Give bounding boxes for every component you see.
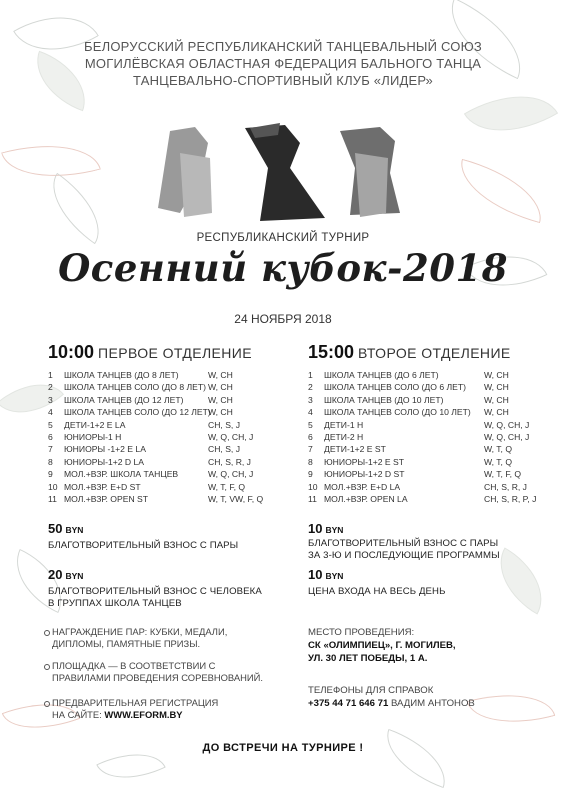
dancer-couple-center bbox=[245, 123, 325, 221]
program-row bbox=[308, 370, 533, 382]
program-number: 9 bbox=[48, 469, 53, 480]
dancer-couple-right bbox=[340, 127, 400, 217]
fee-2-description: БЛАГОТВОРИТЕЛЬНЫЙ ВЗНОС С ЧЕЛОВЕКА В ГРУППАХ ШКОЛА ТАНЦЕВ bbox=[48, 586, 262, 609]
program-row bbox=[308, 420, 533, 432]
phone-label: ТЕЛЕФОНЫ ДЛЯ СПРАВОК bbox=[308, 685, 434, 696]
program-number: 2 bbox=[48, 382, 53, 393]
session-2-name: ВТОРОЕ ОТДЕЛЕНИЕ bbox=[358, 345, 511, 361]
venue-block bbox=[308, 626, 456, 665]
event-subtitle: РЕСПУБЛИКАНСКИЙ ТУРНИР bbox=[196, 232, 370, 244]
registration-site-link[interactable]: WWW.EFORM.BY bbox=[104, 709, 183, 720]
program-dances: CH, S, R, J bbox=[484, 481, 527, 492]
registration-note: ПРЕДВАРИТЕЛЬНАЯ РЕГИСТРАЦИЯ НА САЙТЕ: WWW.EFORM.BY bbox=[52, 697, 219, 720]
program-row bbox=[48, 395, 268, 407]
program-row bbox=[48, 407, 268, 419]
session-1-program-list bbox=[48, 370, 268, 506]
program-number: 4 bbox=[48, 407, 53, 418]
venue-line-2: УЛ. 30 ЛЕТ ПОБЕДЫ, 1 А. bbox=[308, 653, 428, 664]
program-dances: W, T, F, Q bbox=[208, 481, 246, 492]
program-row bbox=[308, 493, 537, 506]
program-dances: W, CH bbox=[484, 407, 509, 418]
program-dances: W, CH bbox=[208, 370, 233, 380]
program-name: ЮНИОРЫ -1+2 E LA bbox=[64, 444, 146, 455]
dancer-couple-left bbox=[158, 127, 212, 217]
program-row bbox=[308, 395, 533, 407]
venue-label: МЕСТО ПРОВЕДЕНИЯ: bbox=[308, 627, 415, 638]
program-dances: W, Q, CH, J bbox=[208, 431, 254, 442]
program-row bbox=[48, 444, 268, 456]
session-2-program-list bbox=[308, 370, 537, 506]
program-name: МОЛ.+ВЗР. E+D ST bbox=[64, 481, 141, 492]
program-row bbox=[48, 494, 268, 506]
footer-message: ДО ВСТРЕЧИ НА ТУРНИРЕ ! bbox=[202, 742, 364, 754]
program-dances: W, T, Q bbox=[484, 456, 513, 467]
session-2-heading bbox=[308, 342, 511, 363]
program-number: 3 bbox=[48, 394, 53, 405]
program-number: 5 bbox=[48, 419, 53, 430]
floor-note: ПЛОЩАДКА — В СООТВЕТСТВИИ С ПРАВИЛАМИ ПРОВЕДЕНИЯ СОРЕВНОВАНИЙ. bbox=[52, 660, 263, 683]
program-number: 5 bbox=[308, 419, 313, 430]
program-name: ЮНИОРЫ-1 H bbox=[64, 431, 122, 442]
phone-number[interactable]: +375 44 71 646 71 bbox=[308, 698, 389, 709]
program-row bbox=[308, 382, 533, 394]
bullet-icon bbox=[44, 664, 50, 670]
program-dances: W, CH bbox=[484, 394, 509, 405]
program-name: ДЕТИ-1+2 E LA bbox=[64, 419, 126, 430]
program-dances: CH, S, J bbox=[208, 444, 240, 455]
org-line-1: БЕЛОРУССКИЙ РЕСПУБЛИКАНСКИЙ ТАНЦЕВАЛЬНЫЙ СОЮЗ bbox=[84, 39, 482, 54]
fee-1-description: БЛАГОТВОРИТЕЛЬНЫЙ ВЗНОС С ПАРЫ bbox=[48, 540, 239, 551]
program-number: 11 bbox=[48, 493, 57, 504]
program-dances: CH, S, J bbox=[208, 419, 240, 430]
program-name: ЮНИОРЫ-1+2 D ST bbox=[324, 469, 405, 480]
fee-3-description: БЛАГОТВОРИТЕЛЬНЫЙ ВЗНОС С ПАРЫ ЗА 3-Ю И ПОСЛЕДУЮЩИЕ ПРОГРАММЫ bbox=[308, 538, 500, 561]
fee-3-amount: 10 BYN bbox=[308, 521, 344, 536]
program-number: 10 bbox=[48, 481, 58, 492]
dancers-illustration bbox=[150, 113, 410, 223]
program-name: МОЛ.+ВЗР. OPEN LA bbox=[324, 493, 408, 504]
program-number: 9 bbox=[308, 469, 313, 480]
program-row bbox=[48, 432, 268, 444]
fee-4-amount: 10 BYN bbox=[308, 567, 344, 582]
program-number: 6 bbox=[48, 431, 53, 442]
fee-2-amount: 20 BYN bbox=[48, 567, 84, 582]
program-name: ШКОЛА ТАНЦЕВ СОЛО (ДО 10 ЛЕТ) bbox=[324, 407, 471, 418]
program-number: 3 bbox=[308, 394, 313, 405]
program-name: ЮНИОРЫ-1+2 E ST bbox=[324, 456, 405, 467]
program-dances: CH, S, R, J bbox=[208, 456, 251, 467]
event-date: 24 НОЯБРЯ 2018 bbox=[234, 312, 332, 326]
program-name: ШКОЛА ТАНЦЕВ СОЛО (ДО 6 ЛЕТ) bbox=[324, 382, 466, 393]
program-number: 8 bbox=[308, 456, 313, 467]
program-row bbox=[308, 457, 533, 469]
program-row bbox=[48, 482, 268, 494]
program-row bbox=[48, 469, 268, 481]
program-dances: W, CH bbox=[208, 394, 233, 405]
program-dances: W, CH bbox=[484, 382, 509, 393]
program-number: 11 bbox=[308, 493, 317, 504]
program-name: МОЛ.+ВЗР. E+D LA bbox=[324, 481, 401, 492]
program-name: ЮНИОРЫ-1+2 D LA bbox=[64, 456, 145, 467]
program-number: 1 bbox=[308, 370, 313, 380]
awards-note: НАГРАЖДЕНИЕ ПАР: КУБКИ, МЕДАЛИ, ДИПЛОМЫ, ПАМЯТНЫЕ ПРИЗЫ. bbox=[52, 626, 228, 649]
program-name: ШКОЛА ТАНЦЕВ СОЛО (ДО 8 ЛЕТ) bbox=[64, 382, 206, 393]
program-row bbox=[308, 469, 533, 481]
program-number: 6 bbox=[308, 431, 313, 442]
program-row bbox=[308, 444, 533, 456]
program-name: ШКОЛА ТАНЦЕВ (ДО 12 ЛЕТ) bbox=[64, 394, 184, 405]
program-dances: W, Q, CH, J bbox=[208, 469, 254, 480]
program-dances: W, T, Q bbox=[484, 444, 513, 455]
program-number: 10 bbox=[308, 481, 318, 492]
program-dances: W, T, VW, F, Q bbox=[208, 493, 264, 504]
program-name: МОЛ.+ВЗР. ШКОЛА ТАНЦЕВ bbox=[64, 469, 179, 480]
program-dances: W, CH bbox=[208, 407, 233, 418]
event-title: Осенний кубок-2018 bbox=[58, 246, 508, 290]
program-name: ШКОЛА ТАНЦЕВ (ДО 10 ЛЕТ) bbox=[324, 394, 444, 405]
org-line-2: МОГИЛЁВСКАЯ ОБЛАСТНАЯ ФЕДЕРАЦИЯ БАЛЬНОГО ТАНЦА bbox=[84, 56, 482, 71]
fee-1-amount: 50 BYN bbox=[48, 521, 84, 536]
phone-contact-name: ВАДИМ АНТОНОВ bbox=[390, 698, 475, 709]
program-number: 7 bbox=[308, 444, 313, 455]
fee-4-description: ЦЕНА ВХОДА НА ВЕСЬ ДЕНЬ bbox=[308, 586, 446, 597]
program-name: ШКОЛА ТАНЦЕВ (ДО 8 ЛЕТ) bbox=[64, 370, 179, 380]
venue-line-1: СК «ОЛИМПИЕЦ», Г. МОГИЛЕВ, bbox=[308, 640, 456, 651]
program-row bbox=[48, 420, 268, 432]
program-name: ДЕТИ-2 H bbox=[324, 431, 364, 442]
session-1-name: ПЕРВОЕ ОТДЕЛЕНИЕ bbox=[98, 345, 253, 361]
program-number: 2 bbox=[308, 382, 313, 393]
program-row bbox=[48, 457, 268, 469]
session-2-time: 15:00 bbox=[308, 342, 355, 362]
org-line-3: ТАНЦЕВАЛЬНО-СПОРТИВНЫЙ КЛУБ «ЛИДЕР» bbox=[133, 73, 433, 88]
phone-block bbox=[308, 684, 475, 710]
program-row bbox=[48, 382, 268, 394]
session-1-time: 10:00 bbox=[48, 342, 95, 362]
program-row bbox=[48, 370, 268, 382]
program-number: 4 bbox=[308, 407, 313, 418]
program-name: ДЕТИ-1 H bbox=[324, 419, 364, 430]
session-1-heading bbox=[48, 342, 252, 363]
program-dances: W, CH bbox=[484, 370, 509, 380]
program-name: ШКОЛА ТАНЦЕВ (ДО 6 ЛЕТ) bbox=[324, 370, 439, 380]
bullet-icon bbox=[44, 630, 50, 636]
program-dances: W, T, F, Q bbox=[484, 469, 522, 480]
program-dances: W, Q, CH, J bbox=[484, 419, 530, 430]
bullet-icon bbox=[44, 701, 50, 707]
program-row bbox=[308, 407, 533, 419]
program-number: 8 bbox=[48, 456, 53, 467]
program-name: ДЕТИ-1+2 E ST bbox=[324, 444, 386, 455]
program-name: МОЛ.+ВЗР. OPEN ST bbox=[64, 493, 149, 504]
program-dances: W, Q, CH, J bbox=[484, 431, 530, 442]
program-dances: W, CH bbox=[208, 382, 233, 393]
program-name: ШКОЛА ТАНЦЕВ СОЛО (ДО 12 ЛЕТ) bbox=[64, 407, 211, 418]
program-number: 1 bbox=[48, 370, 53, 380]
program-row bbox=[308, 432, 533, 444]
program-dances: CH, S, R, P, J bbox=[484, 493, 537, 504]
program-number: 7 bbox=[48, 444, 53, 455]
program-row bbox=[308, 482, 533, 494]
